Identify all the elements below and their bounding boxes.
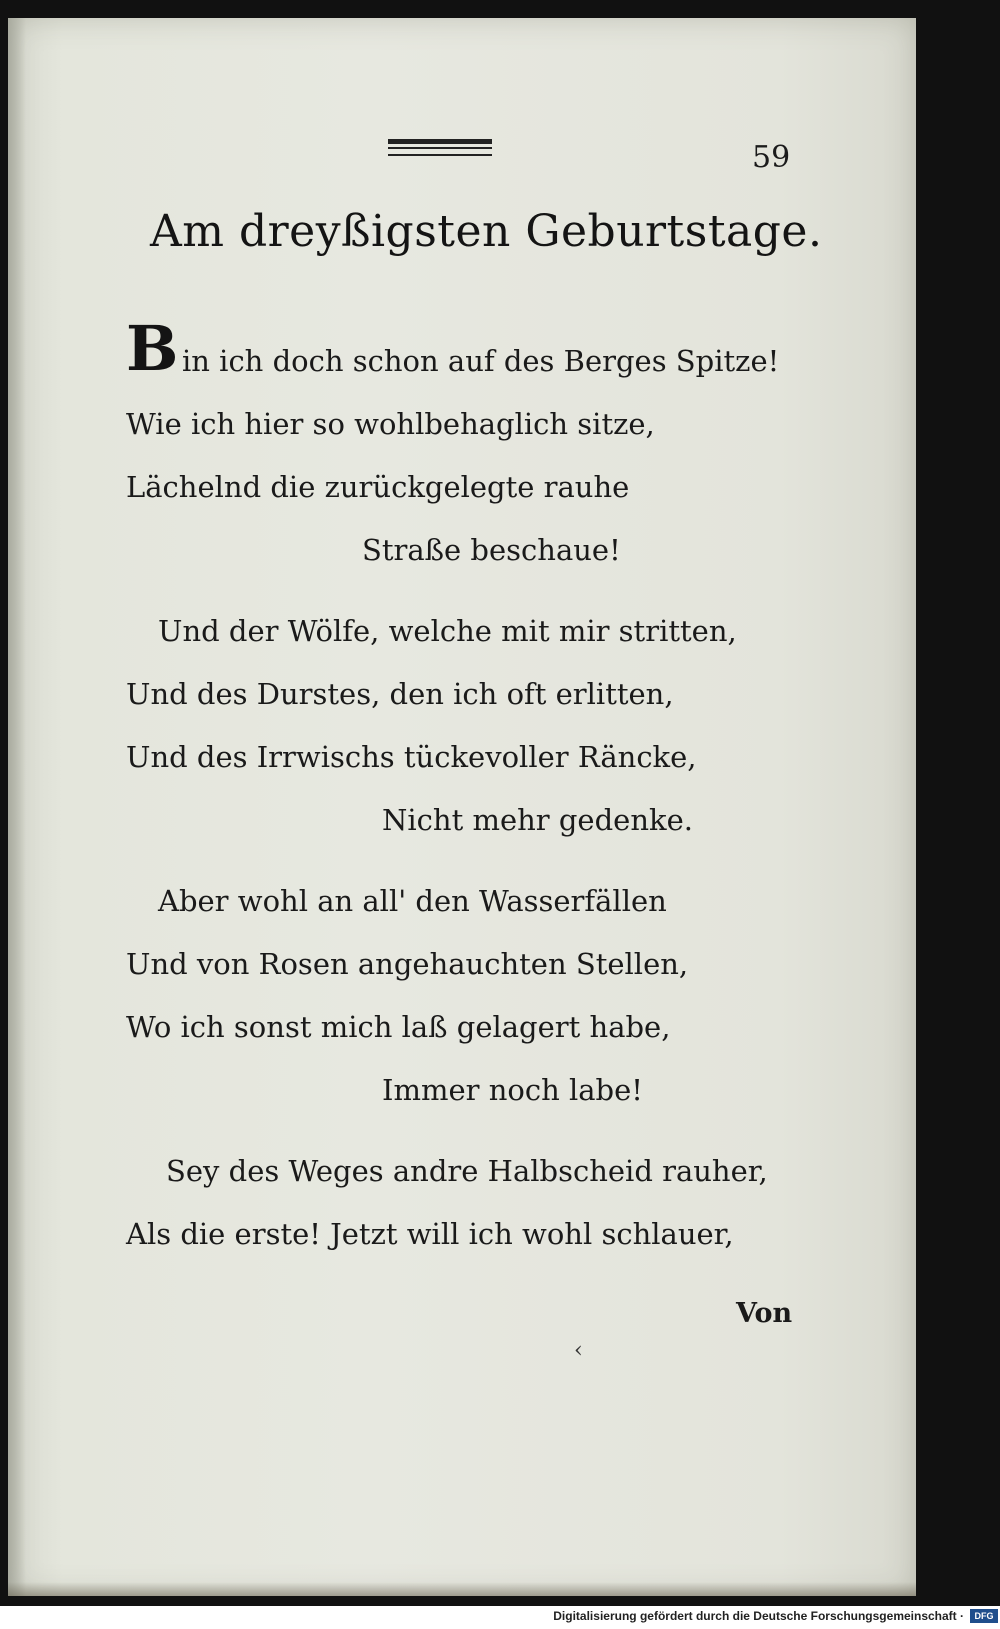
header-rule-thin bbox=[388, 147, 492, 149]
page-number: 59 bbox=[752, 140, 791, 175]
header-rule-thin-lower bbox=[388, 154, 492, 156]
catchword: Von bbox=[736, 1298, 793, 1329]
margin-mark: ‹ bbox=[574, 1338, 583, 1363]
dfg-logo: DFG bbox=[970, 1609, 998, 1623]
page-gutter-shadow bbox=[8, 18, 26, 1596]
poem-line: Aber wohl an all' den Wasserfällen bbox=[158, 884, 667, 918]
poem-line: Immer noch labe! bbox=[382, 1073, 643, 1107]
poem-line: Und des Durstes, den ich oft erlitten, bbox=[126, 677, 674, 711]
poem-line: Wie ich hier so wohlbehaglich sitze, bbox=[126, 407, 655, 441]
poem-line: Als die erste! Jetzt will ich wohl schlauer, bbox=[126, 1217, 734, 1251]
poem-line: Und von Rosen angehauchten Stellen, bbox=[126, 947, 689, 981]
page-bottom-shadow bbox=[8, 1582, 916, 1596]
poem-line: Nicht mehr gedenke. bbox=[382, 803, 693, 837]
header-rule-thick bbox=[388, 139, 492, 144]
poem-line: Und der Wölfe, welche mit mir stritten, bbox=[158, 614, 737, 648]
digitization-credit: Digitalisierung gefördert durch die Deutsche Forschungsgemeinschaft · bbox=[553, 1609, 964, 1623]
poem-title: Am dreyßigsten Geburtstage. bbox=[150, 206, 823, 257]
poem-line: Straße beschaue! bbox=[362, 533, 621, 567]
poem-line: Und des Irrwischs tückevoller Räncke, bbox=[126, 740, 697, 774]
poem-line: in ich doch schon auf des Berges Spitze! bbox=[182, 344, 780, 378]
poem-line: Sey des Weges andre Halbscheid rauher, bbox=[166, 1154, 768, 1188]
poem-line: Lächelnd die zurückgelegte rauhe bbox=[126, 470, 630, 504]
poem-line: Wo ich sonst mich laß gelagert habe, bbox=[126, 1010, 671, 1044]
drop-cap: B bbox=[126, 312, 179, 385]
